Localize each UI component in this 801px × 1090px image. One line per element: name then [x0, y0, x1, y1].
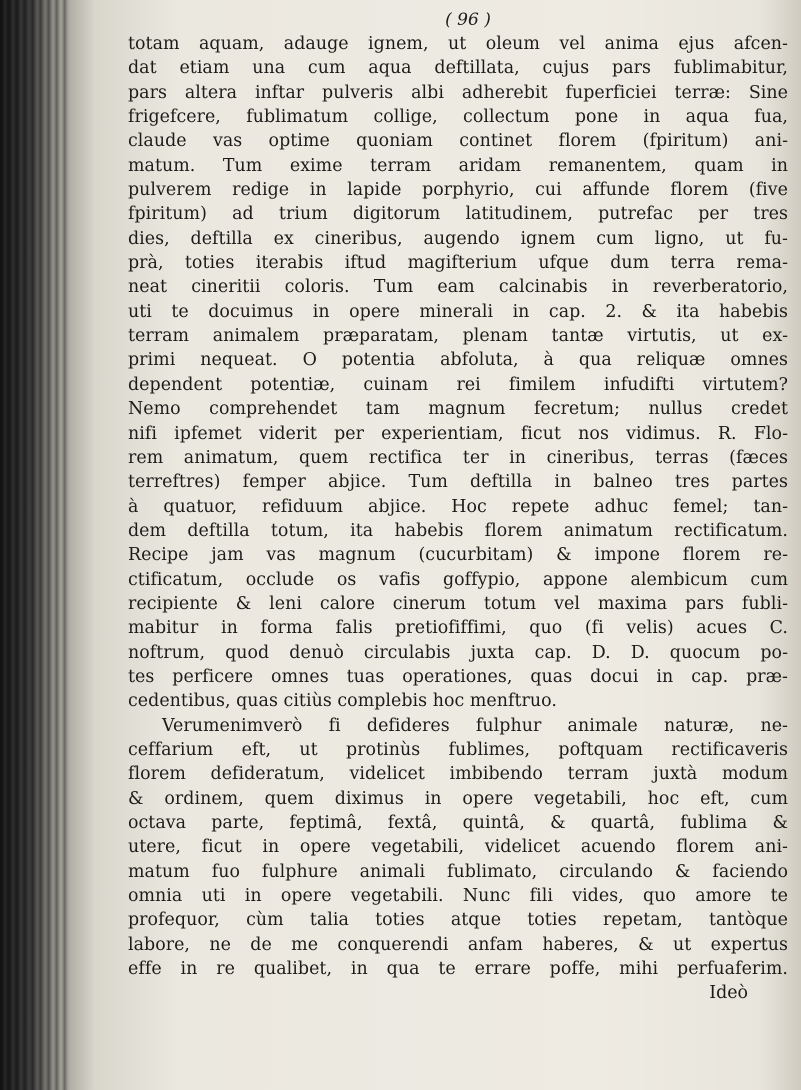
page-text-block — [128, 8, 788, 1005]
text-line: pulverem redige in lapide porphyrio, cui affunde florem (five — [128, 180, 788, 201]
catchword: Ideò — [709, 983, 748, 1004]
text-line: fpiritum) ad trium digitorum latitudinem, putrefac per tres — [128, 204, 788, 225]
text-line: tes perficere omnes tuas operationes, quas docui in cap. præ- — [128, 666, 788, 687]
text-line: dependent potentiæ, cuinam rei fimilem infudifti virtutem? — [128, 374, 788, 395]
text-line: matum fuo fulphure animali fublimato, circulando & faciendo — [128, 861, 788, 882]
text-line: terram animalem præparatam, plenam tantæ virtutis, ut ex- — [128, 326, 788, 347]
text-line: terreftres) femper abjice. Tum deftilla in balneo tres partes — [128, 472, 788, 493]
text-line: à quatuor, refiduum abjice. Hoc repete adhuc femel; tan- — [128, 496, 788, 517]
text-line: claude vas optime quoniam continet florem (fpiritum) ani- — [128, 131, 788, 152]
text-line: noftrum, quod denuò circulabis juxta cap. D. D. quocum po- — [128, 642, 788, 663]
text-line: octava parte, feptimâ, fextâ, quintâ, & quartâ, fublima & — [128, 813, 788, 833]
text-line: neat cineritii coloris. Tum eam calcinabis in reverberatorio, — [128, 277, 788, 298]
text-line: pars altera inftar pulveris albi adherebit fuperficiei terræ: Sine — [128, 82, 788, 103]
text-line: primi nequeat. O potentia abfoluta, à qua reliquæ omnes — [128, 350, 788, 371]
text-line: omnia uti in opere vegetabili. Nunc fili vides, quo amore te — [128, 886, 788, 907]
text-line: Recipe jam vas magnum (cucurbitam) & impone florem re- — [128, 545, 788, 566]
page-number: ( 96 ) — [445, 10, 491, 30]
text-line: mabitur in forma falis pretiofiffimi, quo (fi velis) acues C. — [128, 618, 788, 639]
book-spine-shadow — [0, 0, 70, 1090]
text-line: Verumenimverò fi defideres fulphur animale naturæ, ne- — [162, 715, 788, 736]
text-line: & ordinem, quem diximus in opere vegetabili, hoc eft, cum — [128, 788, 788, 809]
text-line: ctificatum, occlude os vafis goffypio, appone alembicum cum — [128, 569, 788, 590]
text-line: ceffarium eft, ut protinùs fublimes, poftquam rectificaveris — [128, 739, 788, 760]
text-line: frigefcere, fublimatum collige, collectum pone in aqua fua, — [128, 107, 788, 128]
text-line: totam aquam, adauge ignem, ut oleum vel anima ejus afcen- — [128, 34, 788, 54]
text-line: prà, toties iterabis iftud magifterium ufque dum terra rema- — [128, 253, 788, 274]
text-line: effe in re qualibet, in qua te errare poffe, mihi perfuaferim. — [128, 959, 788, 980]
text-line: recipiente & leni calore cinerum totum vel maxima pars fubli- — [128, 593, 788, 614]
text-line: labore, ne de me conquerendi anfam haberes, & ut expertus — [128, 934, 788, 955]
text-line: dat etiam una cum aqua deftillata, cujus pars fublimabitur, — [128, 58, 788, 79]
text-line: cedentibus, quas citiùs complebis hoc menftruo. — [128, 691, 557, 712]
text-line: dem deftilla totum, ita habebis florem animatum rectificatum. — [128, 520, 788, 541]
text-line: nifi ipfemet viderit per experientiam, ficut nos vidimus. R. Flo- — [128, 423, 788, 444]
text-line: utere, ficut in opere vegetabili, videlicet acuendo florem ani- — [128, 837, 788, 858]
text-line: uti te docuimus in opere minerali in cap. 2. & ita habebis — [128, 301, 788, 322]
text-line: rem animatum, quem rectifica ter in cineribus, terras (fæces — [128, 447, 788, 468]
text-line: Nemo comprehendet tam magnum fecretum; nullus credet — [128, 399, 788, 420]
text-line: florem defideratum, videlicet imbibendo terram juxtà modum — [128, 764, 788, 785]
text-line: matum. Tum exime terram aridam remanentem, quam in — [128, 155, 788, 176]
text-line: dies, deftilla ex cineribus, augendo ignem cum ligno, ut fu- — [128, 228, 788, 249]
text-line: profequor, cùm talia toties atque toties repetam, tantòque — [128, 910, 788, 931]
